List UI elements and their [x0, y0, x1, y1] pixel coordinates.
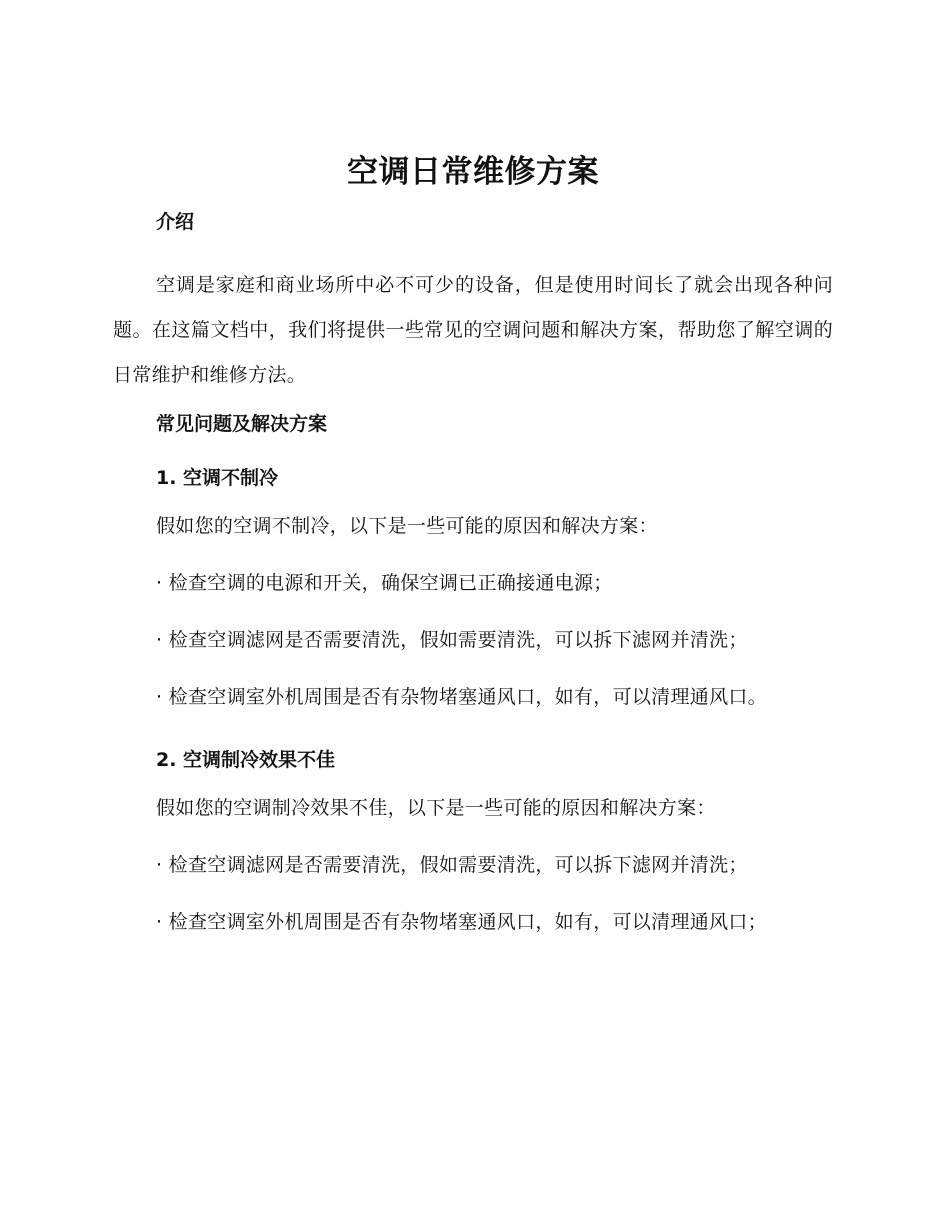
section-1-bullet-2: · 检查空调滤网是否需要清洗，假如需要清洗，可以拆下滤网并清洗； [156, 629, 748, 651]
intro-heading: 介绍 [156, 211, 195, 233]
document-title: 空调日常维修方案 [347, 154, 599, 190]
section-2-heading: 2. 空调制冷效果不佳 [156, 749, 336, 771]
section-1-bullet-3: · 检查空调室外机周围是否有杂物堵塞通风口，如有，可以清理通风口。 [156, 686, 767, 708]
intro-paragraph: 空调是家庭和商业场所中必不可少的设备，但是使用时间长了就会出现各种问题。在这篇文档中，我们将提供一些常见的空调问题和解决方案，帮助您了解空调的日常维护和维修方法。 [113, 274, 833, 386]
section-1-heading: 1. 空调不制冷 [156, 467, 279, 489]
document-body [113, 150, 833, 945]
section-2-bullet-1: · 检查空调滤网是否需要清洗，假如需要清洗，可以拆下滤网并清洗； [156, 854, 748, 876]
faq-heading: 常见问题及解决方案 [156, 413, 328, 435]
section-2-intro: 假如您的空调制冷效果不佳，以下是一些可能的原因和解决方案： [156, 797, 716, 819]
section-1-bullet-1: · 检查空调的电源和开关，确保空调已正确接通电源； [156, 572, 613, 594]
section-2-bullet-2: · 检查空调室外机周围是否有杂物堵塞通风口，如有，可以清理通风口； [156, 911, 767, 933]
section-1-intro: 假如您的空调不制冷，以下是一些可能的原因和解决方案： [156, 515, 658, 537]
